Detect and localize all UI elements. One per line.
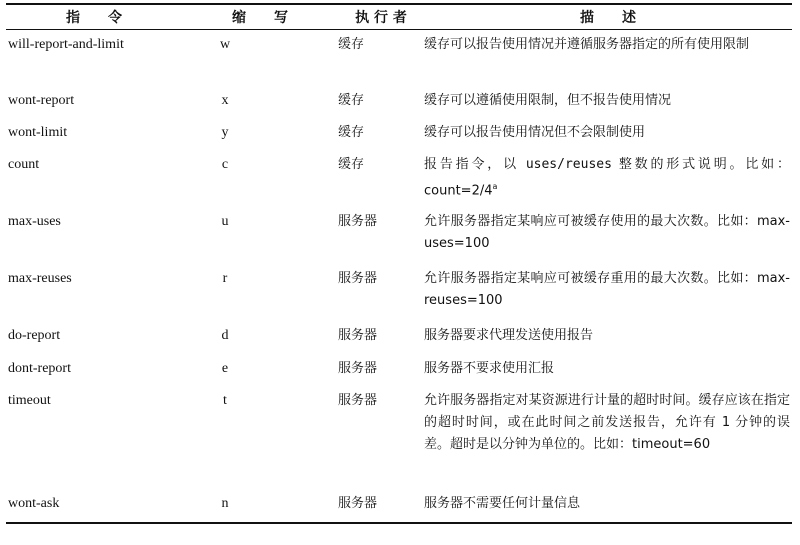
directive-abbr: w [219, 36, 231, 52]
table-row [6, 150, 792, 207]
directive-abbr: t [223, 393, 227, 408]
directive-abbr: u [221, 214, 229, 229]
directive-name: dont-report [8, 361, 71, 376]
table-row [6, 489, 792, 523]
directive-executor: 服务器 [338, 361, 378, 376]
directive-description [424, 150, 792, 207]
description-text: 报告指令，以 [424, 157, 526, 172]
directive-executor: 缓存 [338, 36, 365, 52]
directive-executor: 缓存 [338, 93, 365, 108]
directive-executor: 服务器 [338, 328, 378, 343]
directive-table [6, 3, 792, 524]
table-row [6, 118, 792, 150]
directive-name: max-reuses [8, 271, 72, 286]
directive-abbr: y [221, 125, 229, 140]
directive-abbr: d [221, 328, 229, 343]
directive-executor: 服务器 [338, 271, 378, 286]
directive-description: 允许服务器指定对某资源进行计量的超时时间。缓存应该在指定的超时时间，或在此时间之前发送报告，允许有 1 分钟的误差。超时是以分钟为单位的。比如：timeout=60 [424, 393, 790, 452]
header-directive: 指 令 [6, 4, 182, 29]
directive-description: 允许服务器指定某响应可被缓存重用的最大次数。比如：max-reuses=100 [424, 271, 790, 308]
table-row [6, 29, 792, 86]
table-row [6, 264, 792, 321]
table-row [6, 207, 792, 264]
directive-description: 缓存可以报告使用情况并遵循服务器指定的所有使用限制 [424, 36, 750, 52]
directive-executor: 缓存 [338, 157, 365, 172]
directive-description: 允许服务器指定某响应可被缓存使用的最大次数。比如：max-uses=100 [424, 214, 790, 251]
table-row [6, 321, 792, 354]
directive-abbr: r [222, 271, 228, 286]
directive-executor: 服务器 [338, 393, 378, 408]
directive-abbr: n [182, 489, 338, 523]
directive-executor: 服务器 [338, 489, 424, 523]
directive-description: 服务器不需要任何计量信息 [424, 489, 792, 523]
directive-name: wont-limit [8, 125, 68, 140]
directive-name: count [8, 157, 40, 172]
directive-description: 缓存可以遵循使用限制，但不报告使用情况 [424, 93, 672, 108]
directive-executor: 缓存 [338, 125, 365, 140]
table-row [6, 86, 792, 118]
directive-name: wont-report [8, 93, 75, 108]
directive-name: max-uses [8, 214, 61, 229]
header-executor: 执 行 者 [338, 4, 424, 29]
directive-executor: 服务器 [338, 214, 378, 229]
directive-description: 服务器不要求使用汇报 [424, 361, 555, 376]
footnote-mark: a [492, 182, 498, 191]
directive-abbr: c [221, 157, 229, 172]
header-abbr: 缩 写 [182, 4, 338, 29]
directive-abbr: x [221, 93, 229, 108]
table-row [6, 386, 792, 489]
table-header-row [6, 4, 792, 29]
directive-abbr: e [221, 361, 229, 376]
description-text: 整数的形式说明。比如：count=2/4 [424, 157, 790, 199]
directive-name: timeout [8, 393, 51, 408]
description-code: uses/reuses [525, 157, 612, 172]
directive-name: wont-ask [6, 489, 182, 523]
directive-description: 缓存可以报告使用情况但不会限制使用 [424, 125, 646, 140]
directive-name: do-report [8, 328, 61, 343]
table-row [6, 354, 792, 386]
header-description: 描 述 [424, 4, 792, 29]
directive-name: will-report-and-limit [8, 36, 124, 52]
directive-description: 服务器要求代理发送使用报告 [424, 328, 594, 343]
